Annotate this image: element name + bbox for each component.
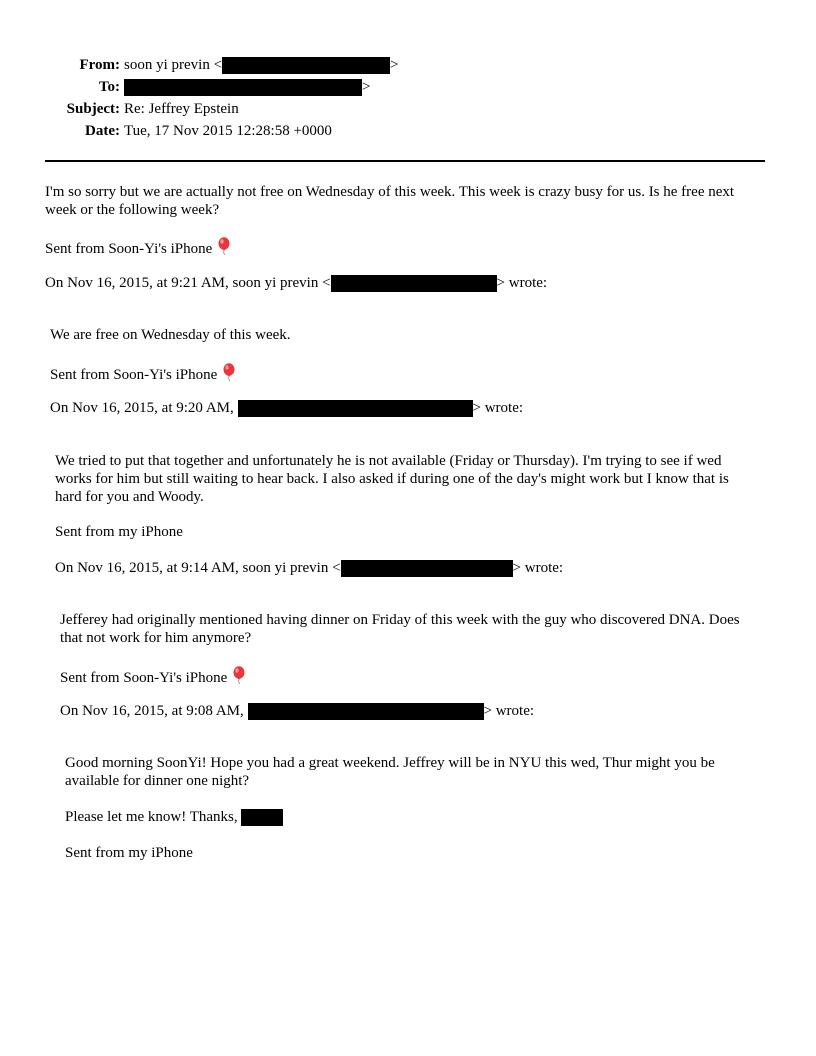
quote-attribution: [55, 559, 563, 577]
signature-text: Sent from my iPhone: [65, 845, 193, 861]
email-header: [40, 54, 399, 142]
message-text: Good morning SoonYi! Hope you had a great weekend. Jeffrey will be in NYU this wed, Thur might you be available for dinner one night?: [65, 755, 715, 789]
quote-prefix: On Nov 16, 2015, at 9:14 AM, soon yi previn <: [55, 560, 341, 576]
message-text: Jefferey had originally mentioned having dinner on Friday of this week with the guy who discovered DNA. Does that not work for him anymore?: [60, 612, 740, 646]
subject-label: Subject:: [66, 101, 120, 117]
redaction-block: [241, 809, 283, 826]
message-closing: [65, 808, 283, 826]
message-body: [60, 611, 755, 647]
message-signature: [45, 237, 231, 258]
message-signature: [50, 363, 236, 384]
redaction-block: [124, 79, 362, 96]
redaction-block: [248, 703, 484, 720]
red-balloon-icon: [217, 237, 231, 255]
signature-text: Sent from my iPhone: [55, 524, 183, 540]
signature-text: Sent from Soon-Yi's iPhone: [45, 241, 213, 257]
quote-suffix: > wrote:: [472, 400, 524, 416]
date-row: [40, 120, 399, 142]
quote-prefix: On Nov 16, 2015, at 9:20 AM,: [50, 400, 234, 416]
closing-text: Please let me know! Thanks,: [65, 809, 238, 825]
quote-attribution: [45, 274, 547, 292]
red-balloon-icon: [232, 666, 246, 684]
redaction-block: [222, 57, 390, 74]
message-text: We tried to put that together and unfortunately he is not available (Friday or Thursday). I'm trying to see if wed works for him but still waiting to hear back. I also asked if during one of the day's might work but I know that is hard for you and Woody.: [55, 453, 729, 505]
date-label: Date:: [85, 123, 120, 139]
from-row: [40, 54, 399, 76]
quote-prefix: On Nov 16, 2015, at 9:08 AM,: [60, 703, 244, 719]
red-balloon-icon: [222, 363, 236, 381]
from-close: >: [390, 57, 399, 73]
message-signature: [55, 523, 183, 541]
from-name: soon yi previn <: [124, 57, 223, 73]
quote-prefix: On Nov 16, 2015, at 9:21 AM, soon yi previn <: [45, 275, 331, 291]
from-label: From:: [79, 57, 120, 73]
message-signature: [60, 666, 246, 687]
quote-attribution: [60, 702, 534, 720]
message-text: I'm so sorry but we are actually not free on Wednesday of this week. This week is crazy busy for us. Is he free next week or the following week?: [45, 184, 735, 218]
to-label: To:: [98, 79, 120, 95]
redaction-block: [341, 560, 513, 577]
message-body: [45, 183, 760, 219]
quote-attribution: [50, 399, 523, 417]
signature-text: Sent from Soon-Yi's iPhone: [60, 670, 228, 686]
message-text: We are free on Wednesday of this week.: [50, 327, 291, 343]
message-body: [65, 754, 755, 790]
header-divider: [45, 160, 765, 162]
quote-suffix: > wrote:: [483, 703, 535, 719]
date-value: Tue, 17 Nov 2015 12:28:58 +0000: [124, 123, 332, 139]
quote-suffix: > wrote:: [496, 275, 548, 291]
subject-row: [40, 98, 399, 120]
signature-text: Sent from Soon-Yi's iPhone: [50, 367, 218, 383]
message-signature: [65, 844, 193, 862]
redaction-block: [238, 400, 473, 417]
to-close: >: [362, 79, 371, 95]
redaction-block: [331, 275, 497, 292]
to-row: [40, 76, 399, 98]
quote-suffix: > wrote:: [512, 560, 564, 576]
subject-value: Re: Jeffrey Epstein: [124, 101, 239, 117]
message-body: [50, 326, 760, 344]
message-body: [55, 452, 755, 506]
